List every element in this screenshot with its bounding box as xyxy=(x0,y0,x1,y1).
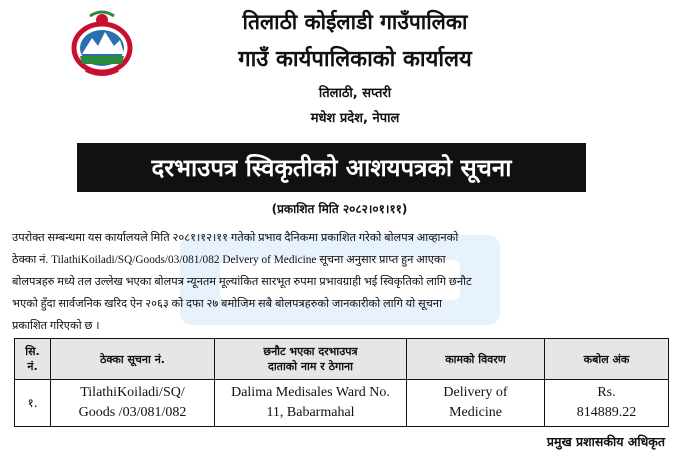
published-date: (प्रकाशित मिति २०८२।०१।११) xyxy=(271,202,408,216)
notice-body xyxy=(12,227,668,337)
municipality-name: तिलाठी कोईलाडी गाउँपालिका xyxy=(242,10,468,34)
cell-contract: TilathiKoiladi/SQ/ Goods /03/081/082 xyxy=(51,380,215,427)
selected-bid-table xyxy=(14,338,669,427)
col-header-amount: कबोल अंक xyxy=(545,339,669,380)
body-line: भएको हुँदा सार्वजनिक खरिद ऐन २०६३ को दफा २७ बमोजिम सबै बोलपत्रहरुको जानकारीको लागि यो सूचना xyxy=(12,298,442,310)
body-line: बोलपत्रहरु मध्ये तल उल्लेख भएका बोलपत्र न्यूनतम मूल्यांकित सारभूत रुपमा प्रभावग्राही भई स्विकृतिको लागि छनौट xyxy=(12,276,472,288)
notice-title: दरभाउपत्र स्विकृतीको आशयपत्रको सूचना xyxy=(151,154,512,182)
body-line: ठेक्का नं. TilathiKoiladi/SQ/Goods/03/081/082 Delvery of Medicine सूचना अनुसार प्राप्त हुन आएका xyxy=(12,254,446,266)
cell-amount: Rs. 814889.22 xyxy=(545,380,669,427)
col-header-bidder: छनौट भएका दरभाउपत्र दाताको नाम र ठेगाना xyxy=(215,339,407,380)
cell-sn: १. xyxy=(15,380,51,427)
cell-bidder: Dalima Medisales Ward No. 11, Babarmahal xyxy=(215,380,407,427)
province-country: मधेश प्रदेश, नेपाल xyxy=(310,111,400,126)
nepal-emblem-icon xyxy=(68,8,136,78)
cell-work: Delivery of Medicine xyxy=(407,380,545,427)
body-line: उपरोक्त सम्बन्धमा यस कार्यालयले मिति २०८१।१२।११ गतेको प्रभाव दैनिकमा प्रकाशित गरेको बोलपत्र आव्हानको xyxy=(12,232,459,244)
signature-title: प्रमुख प्रशासकीय अधिकृत xyxy=(546,434,665,449)
body-line: प्रकाशित गरिएको छ । xyxy=(12,320,100,332)
table-header-row xyxy=(15,339,669,380)
table-row xyxy=(15,380,669,427)
col-header-work: कामको विवरण xyxy=(407,339,545,380)
col-header-sn: सि. नं. xyxy=(15,339,51,380)
notice-title-banner xyxy=(77,143,586,192)
office-name: गाउँ कार्यपालिकाको कार्यालय xyxy=(238,47,472,72)
col-header-contract: ठेक्का सूचना नं. xyxy=(51,339,215,380)
office-address: तिलाठी, सप्तरी xyxy=(318,86,392,101)
